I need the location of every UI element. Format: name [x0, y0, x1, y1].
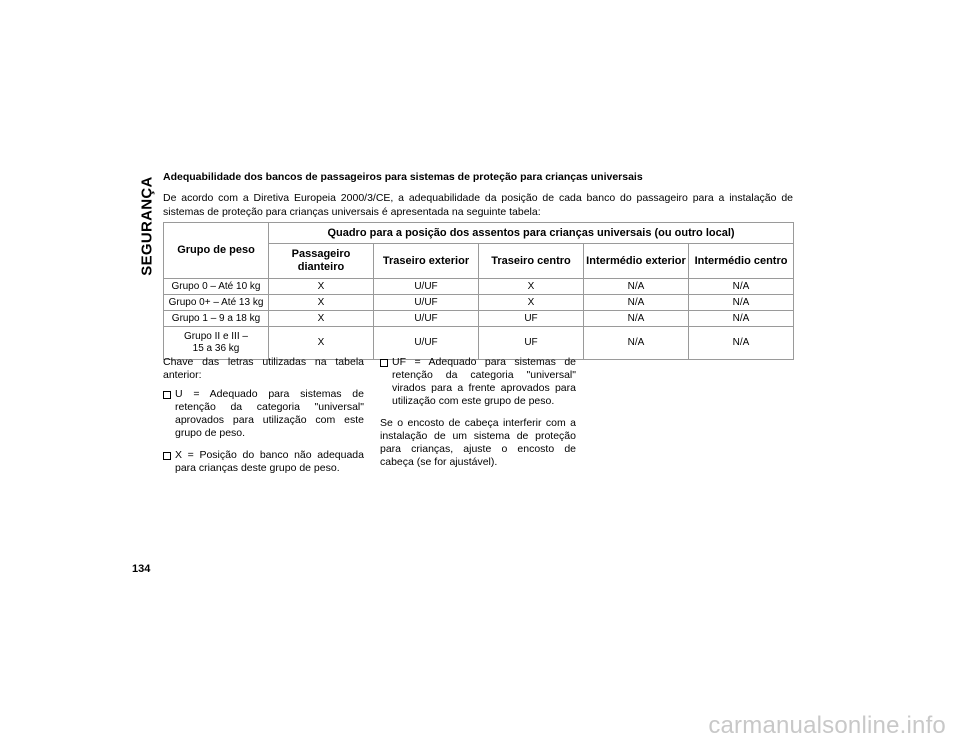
- checkbox-bullet-icon: [163, 391, 171, 399]
- table-cell: N/A: [689, 327, 794, 360]
- page-title: Adequabilidade dos bancos de passageiros para sistemas de proteção para crianças universais: [163, 171, 643, 183]
- table-cell: X: [269, 311, 374, 327]
- table-cell: N/A: [689, 295, 794, 311]
- table-cell: X: [479, 295, 584, 311]
- legend-item: [380, 356, 576, 408]
- section-tab-label: SEGURANÇA: [138, 176, 156, 276]
- table-cell: N/A: [584, 327, 689, 360]
- table-cell: X: [479, 279, 584, 295]
- table-cell: U/UF: [374, 311, 479, 327]
- legend-item-text: U = Adequado para sistemas de retenção da categoria "universal" aprovados para utilização com este grupo de peso.: [175, 388, 364, 439]
- column-header: Intermédio exterior: [584, 244, 689, 279]
- headrest-note: Se o encosto de cabeça interferir com a instalação de um sistema de proteção para crianças, ajuste o encosto de cabeça (se for ajustável).: [380, 417, 576, 468]
- checkbox-bullet-icon: [380, 359, 388, 367]
- group-cell: Grupo 0+ – Até 13 kg: [164, 295, 269, 311]
- table-cell: UF: [479, 327, 584, 360]
- group-cell-line: 15 a 36 kg: [192, 343, 240, 354]
- legend-item: [163, 449, 364, 475]
- table-row: [164, 311, 794, 327]
- table-cell: N/A: [689, 279, 794, 295]
- table-cell: N/A: [689, 311, 794, 327]
- table-cell: U/UF: [374, 279, 479, 295]
- checkbox-bullet-icon: [163, 452, 171, 460]
- legend-item-text: X = Posição do banco não adequada para crianças deste grupo de peso.: [175, 449, 364, 474]
- legend-column-right: [380, 356, 576, 475]
- main-header: Quadro para a posição dos assentos para crianças universais (ou outro local): [269, 223, 794, 244]
- table-cell: N/A: [584, 279, 689, 295]
- table-cell: UF: [479, 311, 584, 327]
- watermark: carmanualsonline.info: [708, 712, 946, 739]
- column-header: Passageiro dianteiro: [269, 244, 374, 279]
- group-cell: [164, 327, 269, 360]
- table-cell: U/UF: [374, 327, 479, 360]
- group-cell: Grupo 0 – Até 10 kg: [164, 279, 269, 295]
- table-cell: X: [269, 327, 374, 360]
- table-cell: X: [269, 295, 374, 311]
- intro-paragraph: De acordo com a Diretiva Europeia 2000/3/CE, a adequabilidade da posição de cada banco do passageiro para a instalação de sistemas de proteção para crianças universais é apresentada na seguinte tabela:: [163, 192, 793, 218]
- table-cell: N/A: [584, 295, 689, 311]
- table-row: [164, 327, 794, 360]
- column-header: Intermédio centro: [689, 244, 794, 279]
- table-cell: U/UF: [374, 295, 479, 311]
- group-header: Grupo de peso: [164, 223, 269, 279]
- legend-item-text: UF = Adequado para sistemas de retenção da categoria "universal" virados para a frente aprovados para utilização com este grupo de peso.: [392, 356, 576, 407]
- group-cell-line: Grupo II e III –: [184, 331, 248, 342]
- group-cell: Grupo 1 – 9 a 18 kg: [164, 311, 269, 327]
- table-cell: X: [269, 279, 374, 295]
- column-header: Traseiro exterior: [374, 244, 479, 279]
- page-number: 134: [132, 563, 151, 575]
- seat-suitability-table: [163, 222, 794, 360]
- column-header: Traseiro centro: [479, 244, 584, 279]
- table-row: [164, 279, 794, 295]
- section-tab: [134, 170, 160, 282]
- legend-intro: Chave das letras utilizadas na tabela anterior:: [163, 356, 364, 381]
- table-row: [164, 295, 794, 311]
- legend-column-left: [163, 356, 364, 484]
- legend-item: [163, 388, 364, 440]
- table-cell: N/A: [584, 311, 689, 327]
